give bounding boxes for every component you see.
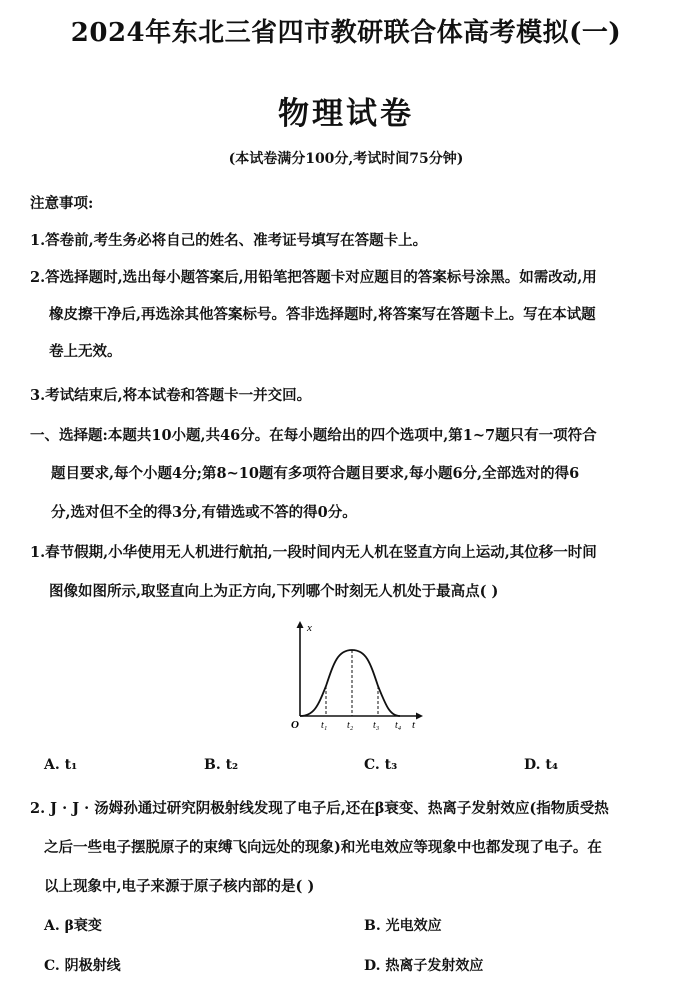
subject-title: 物理试卷 <box>278 96 414 132</box>
displacement-time-graph <box>288 618 428 730</box>
q2-stem-line2: 之后一些电子摆脱原子的束缚飞向远处的现象)和光电效应等现象中也都发现了电子。在 <box>44 839 602 856</box>
instruction-item-3: 3.考试结束后,将本试卷和答题卡一并交回。 <box>30 387 312 404</box>
q1-option-d: D. t₄ <box>524 757 558 773</box>
q1-option-b: B. t₂ <box>204 757 239 773</box>
tick-t2: t₂ <box>347 720 354 730</box>
x-axis-arrow <box>416 713 423 720</box>
q2-stem-line1: 2. J · J · 汤姆孙通过研究阴极射线发现了电子后,还在β衰变、热离子发射效应(指物质受热 <box>30 800 609 817</box>
section1-line2: 题目要求,每个小题4分;第8~10题有多项符合题目要求,每小题6分,全部选对的得6 <box>51 465 580 482</box>
tick-t1: t₁ <box>321 720 328 730</box>
q1-stem-line2: 图像如图所示,取竖直向上为正方向,下列哪个时刻无人机处于最高点( ) <box>49 583 499 600</box>
displacement-curve <box>300 650 400 716</box>
y-axis-label: x <box>307 622 312 634</box>
q1-option-a: A. t₁ <box>44 757 78 773</box>
x-axis-label: t <box>412 719 416 730</box>
instruction-item-2-line3: 卷上无效。 <box>49 343 122 360</box>
origin-label: O <box>291 719 299 730</box>
q1-option-c: C. t₃ <box>364 757 398 773</box>
q1-stem-line1: 1.春节假期,小华使用无人机进行航拍,一段时间内无人机在竖直方向上运动,其位移一时间 <box>30 544 597 561</box>
q2-option-c: C. 阴极射线 <box>44 958 121 974</box>
exam-note: (本试卷满分100分,考试时间75分钟) <box>228 151 464 167</box>
tick-t3: t₃ <box>373 720 380 730</box>
q2-option-a: A. β衰变 <box>44 918 102 934</box>
instruction-item-2-line1: 2.答选择题时,选出每小题答案后,用铅笔把答题卡对应题目的答案标号涂黑。如需改动,用 <box>30 269 597 286</box>
y-axis-arrow <box>297 621 304 628</box>
instruction-item-1: 1.答卷前,考生务必将自己的姓名、准考证号填写在答题卡上。 <box>30 232 428 249</box>
instructions-heading: 注意事项: <box>30 195 94 212</box>
q2-option-d: D. 热离子发射效应 <box>364 958 484 974</box>
q2-stem-line3: 以上现象中,电子来源于原子核内部的是( ) <box>44 878 315 895</box>
section1-line1: 一、选择题:本题共10小题,共46分。在每小题给出的四个选项中,第1~7题只有一项符合 <box>30 427 597 444</box>
exam-title: 2024年东北三省四市教研联合体高考模拟(一) <box>70 18 622 48</box>
instruction-item-2-line2: 橡皮擦干净后,再选涂其他答案标号。答非选择题时,将答案写在答题卡上。写在本试题 <box>49 306 596 323</box>
q2-option-b: B. 光电效应 <box>364 918 442 934</box>
section1-line3: 分,选对但不全的得3分,有错选或不答的得0分。 <box>51 504 357 521</box>
tick-t4: t₄ <box>395 720 402 730</box>
